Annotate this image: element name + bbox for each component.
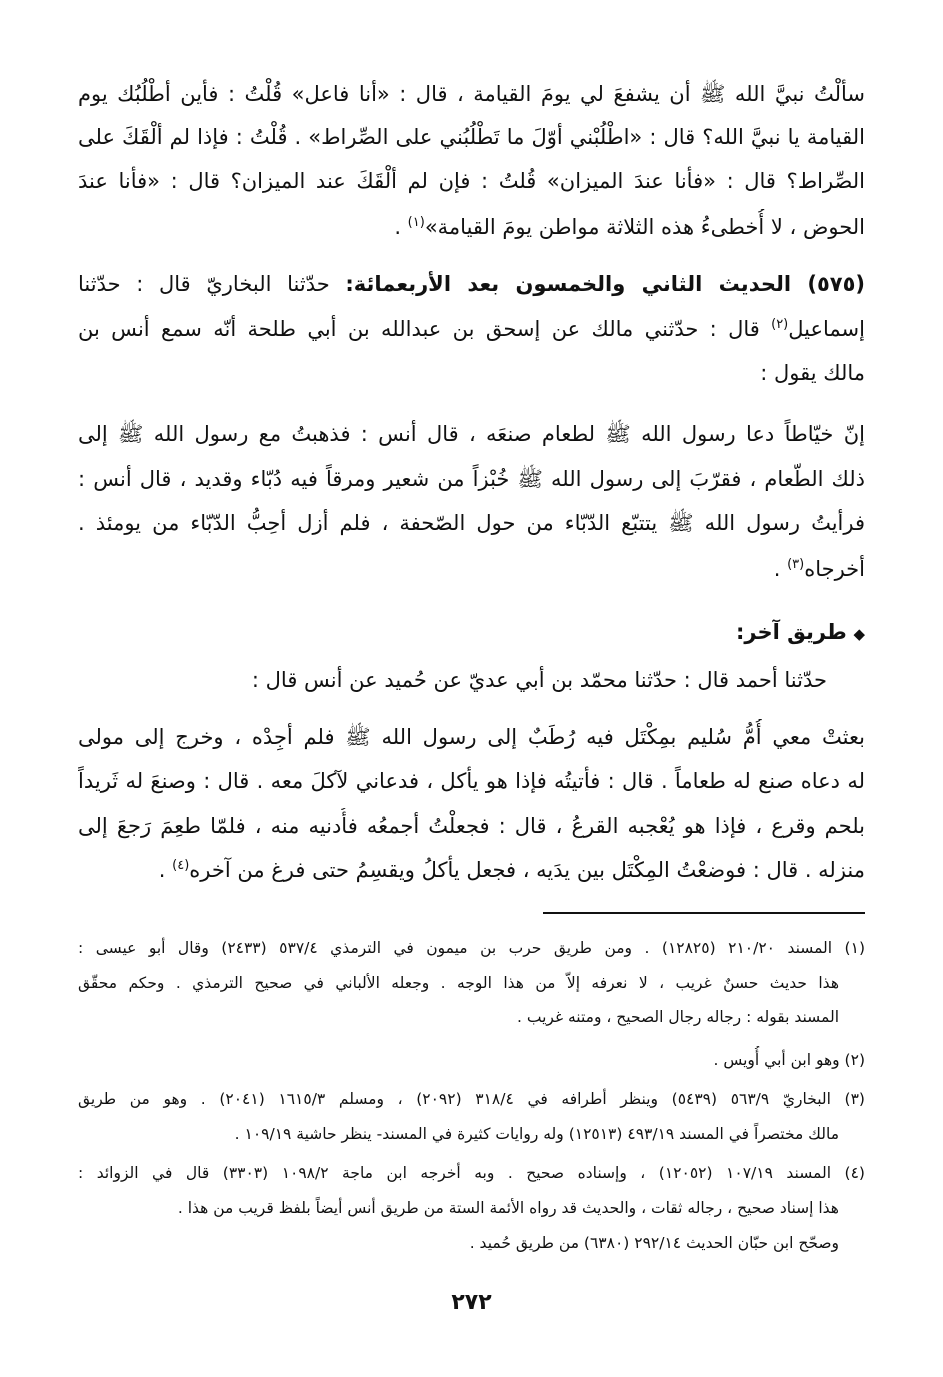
footnote-ref: (٣) [787, 557, 805, 572]
text-line [78, 852, 865, 892]
text-line: سألْتُ نبيَّ الله ﷺ أن يشفعَ لي يومَ القيامة ، قال : «أنا فاعل» قُلْتُ : فأين أطْلُبُك يوم [78, 82, 865, 106]
footnote-line: (٣) البخاريّ ٥٦٣/٩ (٥٤٣٩) وينظر أطرافه في ٣١٨/٤ (٢٠٩٢) ، ومسلم ١٦١٥/٣ (٢٠٤١) . وهو من طريق [78, 1090, 865, 1108]
text-line: القيامة يا نبيَّ الله؟ قال : «اطْلُبْني أوّلَ ما تَطْلُبُني على الصِّراط» . قُلْتُ : فإذا لم ألْقَكَ على [78, 125, 865, 149]
text-line: ذلك الطّعام ، فقرّبَ إلى رسول الله ﷺ خُبْزاً من شعير ومرقاً فيه دُبّاء وقديد ، قال أنس : [78, 467, 865, 491]
text-line: له دعاه صنع له طعاماً . قال : فأتيتُه فإذا هو يأكل ، فدعاني لآكلَ معه . قال : وصنعَ له ثَريداً [78, 769, 865, 793]
footnote-line: وصحّح ابن حبّان الحديث ٢٩٢/١٤ (٦٣٨٠) من طريق حُميد . [469, 1234, 839, 1252]
text-line: مالك يقول : [760, 361, 865, 385]
footnote-line: هذا حديث حسنٌ غريب ، لا نعرفه إلاّ من هذا الوجه . وجعله الألباني في صحيح الترمذي . وحكم محقّق [78, 974, 839, 992]
hadith-heading: (٥٧٥) الحديث الثاني والخمسون بعد الأربعمائة: [345, 272, 865, 296]
text-fragment: منزله . قال : فوضعْتُ المِكْتَل بين يدَيه ، فجعل يأكلُ ويقسِمُ حتى فرغ من آخره [189, 858, 865, 882]
text-fragment: الحوض ، لا أُخطىءُ هذه الثلاثة مواطن يومَ القيامة» [424, 215, 865, 239]
text-line [78, 209, 865, 249]
footnote-ref: (٢) [771, 317, 789, 332]
hadith-heading-line [78, 266, 865, 306]
footnote-line: مالك مختصراً في المسند ٤٩٣/١٩ (١٢٥١٣) وله روايات كثيرة في المسند- ينظر حاشية ١٠٩/١٩ . [234, 1125, 839, 1143]
text-fragment: حدّثنا البخاريّ قال : حدّثنا [78, 272, 346, 296]
text-fragment: إسماعيل [788, 317, 865, 341]
footnote-ref: (١) [407, 215, 425, 230]
footnote-line: (١) المسند ٢١٠/٢٠ (١٢٨٢٥) . ومن طريق حرب بن ميمون في الترمذي ٥٣٧/٤ (٢٤٣٣) وقال أبو عيسى : [78, 939, 865, 957]
footnote-line: هذا إسناد صحيح ، رجاله ثقات ، والحديث قد رواه الأئمة الستة من طريق أنس أيضاً بلفظ قريب من هذا . [177, 1199, 839, 1217]
subheading: طريق آخر: [736, 620, 847, 644]
footnote-separator [543, 912, 865, 914]
page-number: ٢٧٢ [451, 1290, 492, 1315]
text-fragment: قال : حدّثني مالك عن إسحق بن عبدالله بن أبي طلحة أنّه سمع أنس بن [78, 317, 772, 341]
text-line: حدّثنا أحمد قال : حدّثنا محمّد بن أبي عديّ عن حُميد عن أنس قال : [251, 668, 827, 692]
text-line: بعثتْ معي أُمُّ سُليم بمِكْتَل فيه رُطَبٌ إلى رسول الله ﷺ فلم أجِدْه ، وخرج إلى مولى [78, 725, 865, 749]
text-line [78, 311, 865, 351]
subheading-line [78, 614, 865, 654]
text-line: فرأيتُ رسول الله ﷺ يتتبّع الدّبّاء من حول الصّحفة ، فلم أزل أحِبُّ الدّبّاء من يومئذ . [78, 511, 865, 535]
text-fragment: . [394, 215, 408, 239]
text-fragment: أخرجاه [804, 557, 865, 581]
footnote-line: (٤) المسند ١٠٧/١٩ (١٢٠٥٢) ، وإسناده صحيح . وبه أخرجه ابن ماجة ١٠٩٨/٢ (٣٣٠٣) قال في الزوائد : [78, 1164, 865, 1182]
text-line: بلحم وقرع ، فإذا هو يُعْجبه القرعُ ، قال : فجعلْتُ أجمعُه فأُدنيه منه ، فلمّا طعِمَ رَجعَ إلى [78, 814, 865, 838]
footnote-line: (٢) وهو ابن أبي أُويس . [713, 1051, 865, 1069]
text-fragment: . [773, 557, 788, 581]
footnote-line: المسند بقوله : رجاله رجال الصحيح ، ومتنه غريب . [517, 1008, 839, 1026]
text-line [78, 551, 865, 591]
text-fragment: . [158, 858, 173, 882]
text-line: الصِّراط؟ قال : «فأنا عندَ الميزان» قُلتُ : فإن لم ألْقَكَ عند الميزان؟ قال : «فأنا عندَ [78, 169, 865, 193]
footnote-ref: (٤) [172, 858, 190, 873]
diamond-icon: ◆ [853, 625, 865, 643]
text-line: إنّ خيّاطاً دعا رسول الله ﷺ لطعام صنعَه ، قال أنس : فذهبتُ مع رسول الله ﷺ إلى [78, 422, 865, 446]
